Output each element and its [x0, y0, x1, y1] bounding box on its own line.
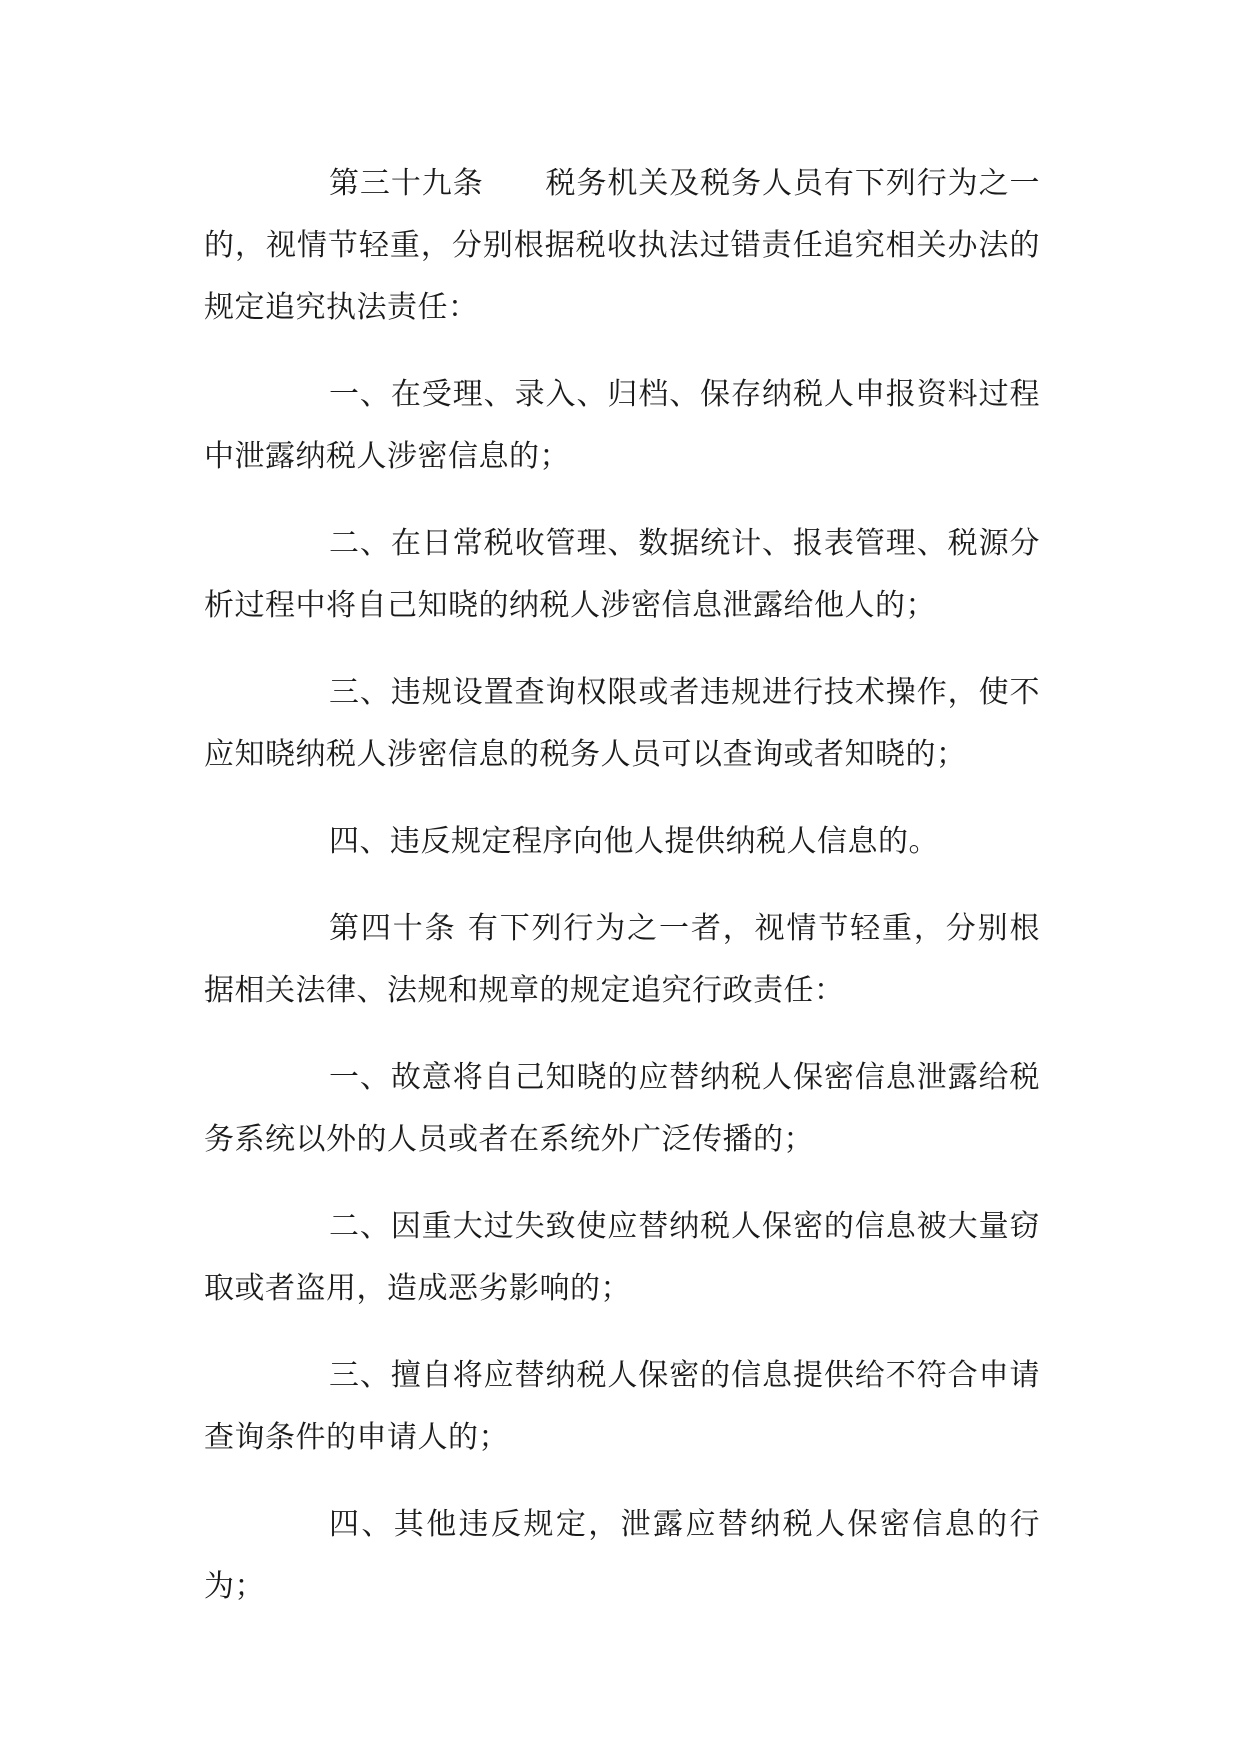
article-40-item-3: 三、擅自将应替纳税人保密的信息提供给不符合申请查询条件的申请人的；	[204, 1358, 1040, 1455]
article-40-item-1: 一、故意将自己知晓的应替纳税人保密信息泄露给税务系统以外的人员或者在系统外广泛传播的；	[204, 1060, 1040, 1157]
article-40-item-2: 二、因重大过失致使应替纳税人保密的信息被大量窃取或者盗用，造成恶劣影响的；	[204, 1209, 1040, 1306]
article-39-item-1: 一、在受理、录入、归档、保存纳税人申报资料过程中泄露纳税人涉密信息的；	[204, 377, 1040, 474]
document-body	[204, 153, 1040, 1618]
article-39-item-3: 三、违规设置查询权限或者违规进行技术操作，使不应知晓纳税人涉密信息的税务人员可以查询或者知晓的；	[204, 675, 1040, 772]
article-40-heading-paragraph: 第四十条 有下列行为之一者，视情节轻重，分别根据相关法律、法规和规章的规定追究行政责任：	[204, 911, 1040, 1008]
article-40-item-4: 四、其他违反规定，泄露应替纳税人保密信息的行为；	[204, 1507, 1040, 1604]
article-39-heading-paragraph: 第三十九条 税务机关及税务人员有下列行为之一的，视情节轻重，分别根据税收执法过错责任追究相关办法的规定追究执法责任：	[204, 166, 1040, 325]
article-39-item-4: 四、违反规定程序向他人提供纳税人信息的。	[329, 824, 939, 859]
article-39-item-2: 二、在日常税收管理、数据统计、报表管理、税源分析过程中将自己知晓的纳税人涉密信息泄露给他人的；	[204, 526, 1040, 623]
